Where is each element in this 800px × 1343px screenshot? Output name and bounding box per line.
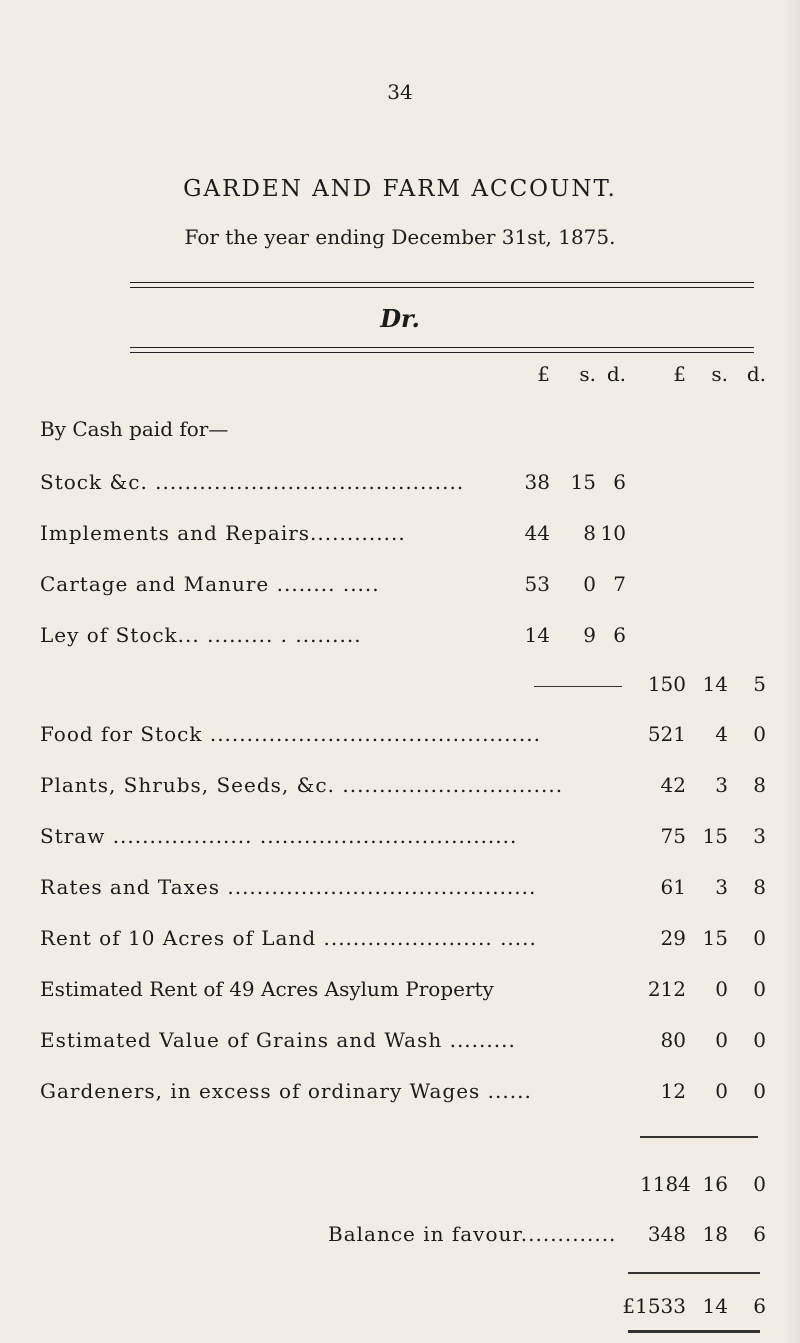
top-rule-2 — [130, 287, 754, 288]
grand-total-pence: 6 — [753, 1294, 766, 1318]
page-number: 34 — [387, 80, 413, 104]
ledger-row-shillings: 0 — [715, 1079, 728, 1103]
ledger-row-pence: 0 — [753, 926, 766, 950]
header-rule-2 — [130, 352, 754, 353]
ledger-row-label: Rates and Taxes .......................................... — [40, 875, 537, 899]
ledger-row-pounds: 29 — [660, 926, 686, 950]
ledger-row-pounds: 53 — [524, 572, 550, 596]
ledger-row-pence: 10 — [600, 521, 626, 545]
col1-pence-header: d. — [606, 362, 626, 386]
col1-shillings-header: s. — [579, 362, 596, 386]
total-rule — [640, 1136, 758, 1138]
ledger-row-pence: 6 — [613, 470, 626, 494]
ledger-row-label: Food for Stock ............................................. — [40, 722, 541, 746]
ledger-row-pence: 0 — [753, 1028, 766, 1052]
ledger-row-label: Straw ................... ................................... — [40, 824, 518, 848]
ledger-row-shillings: 4 — [715, 722, 728, 746]
ledger-row-pence: 3 — [753, 824, 766, 848]
grand-total-pounds: £1533 — [622, 1294, 686, 1318]
ledger-row-label: Estimated Value of Grains and Wash ......... — [40, 1028, 516, 1052]
grand-total-rule — [628, 1272, 760, 1274]
ledger-row-label: Estimated Rent of 49 Acres Asylum Property — [40, 977, 494, 1001]
total-shillings: 16 — [702, 1172, 728, 1196]
ledger-row-pounds: 44 — [524, 521, 550, 545]
ledger-row-pounds: 521 — [647, 722, 686, 746]
ledger-row-label: Implements and Repairs............. — [40, 521, 406, 545]
grand-total-double-rule — [628, 1330, 760, 1333]
cash-subtotal-pounds: 150 — [647, 672, 686, 696]
ledger-row-pounds: 14 — [524, 623, 550, 647]
cash-subtotal-pence: 5 — [753, 672, 766, 696]
top-rule-1 — [130, 282, 754, 283]
page-title: GARDEN AND FARM ACCOUNT. — [183, 176, 617, 202]
col2-pounds-header: £ — [673, 362, 686, 386]
col1-pounds-header: £ — [537, 362, 550, 386]
ledger-row-pounds: 12 — [660, 1079, 686, 1103]
ledger-row-pounds: 38 — [524, 470, 550, 494]
ledger-row-pence: 0 — [753, 1079, 766, 1103]
ledger-row-label: Cartage and Manure ........ ..... — [40, 572, 380, 596]
header-rule-1 — [130, 347, 754, 348]
dr-label: Dr. — [380, 304, 420, 333]
ledger-row-shillings: 15 — [702, 926, 728, 950]
subtotal-rule — [534, 686, 622, 687]
ledger-row-shillings: 8 — [583, 521, 596, 545]
balance-shillings: 18 — [702, 1222, 728, 1246]
ledger-row-label: Stock &c. .......................................... — [40, 470, 465, 494]
ledger-row-pence: 8 — [753, 773, 766, 797]
ledger-row-pence: 6 — [613, 623, 626, 647]
ledger-row-label: Plants, Shrubs, Seeds, &c. .............................. — [40, 773, 564, 797]
ledger-row-pounds: 42 — [660, 773, 686, 797]
page-subtitle: For the year ending December 31st, 1875. — [184, 225, 616, 249]
section-heading: By Cash paid for— — [40, 417, 229, 441]
col2-pence-header: d. — [746, 362, 766, 386]
cash-subtotal-shillings: 14 — [702, 672, 728, 696]
ledger-row-shillings: 15 — [570, 470, 596, 494]
balance-pounds: 348 — [647, 1222, 686, 1246]
ledger-row-shillings: 9 — [583, 623, 596, 647]
col2-shillings-header: s. — [711, 362, 728, 386]
grand-total-shillings: 14 — [702, 1294, 728, 1318]
ledger-row-pence: 7 — [613, 572, 626, 596]
ledger-row-shillings: 15 — [702, 824, 728, 848]
total-pence: 0 — [753, 1172, 766, 1196]
balance-pence: 6 — [753, 1222, 766, 1246]
ledger-row-pounds: 61 — [660, 875, 686, 899]
ledger-row-shillings: 0 — [583, 572, 596, 596]
ledger-row-pence: 0 — [753, 977, 766, 1001]
ledger-row-shillings: 3 — [715, 875, 728, 899]
ledger-row-label: Gardeners, in excess of ordinary Wages ...... — [40, 1079, 532, 1103]
ledger-row-shillings: 0 — [715, 1028, 728, 1052]
total-pounds: 1184 — [640, 1172, 691, 1196]
ledger-row-pounds: 212 — [647, 977, 686, 1001]
ledger-row-label: Ley of Stock... ......... . ......... — [40, 623, 362, 647]
ledger-row-shillings: 0 — [715, 977, 728, 1001]
ledger-row-shillings: 3 — [715, 773, 728, 797]
ledger-row-pence: 0 — [753, 722, 766, 746]
balance-label: Balance in favour............. — [328, 1222, 617, 1246]
ledger-row-pounds: 75 — [660, 824, 686, 848]
ledger-row-pounds: 80 — [660, 1028, 686, 1052]
ledger-row-label: Rent of 10 Acres of Land ....................... ..... — [40, 926, 537, 950]
ledger-row-pence: 8 — [753, 875, 766, 899]
